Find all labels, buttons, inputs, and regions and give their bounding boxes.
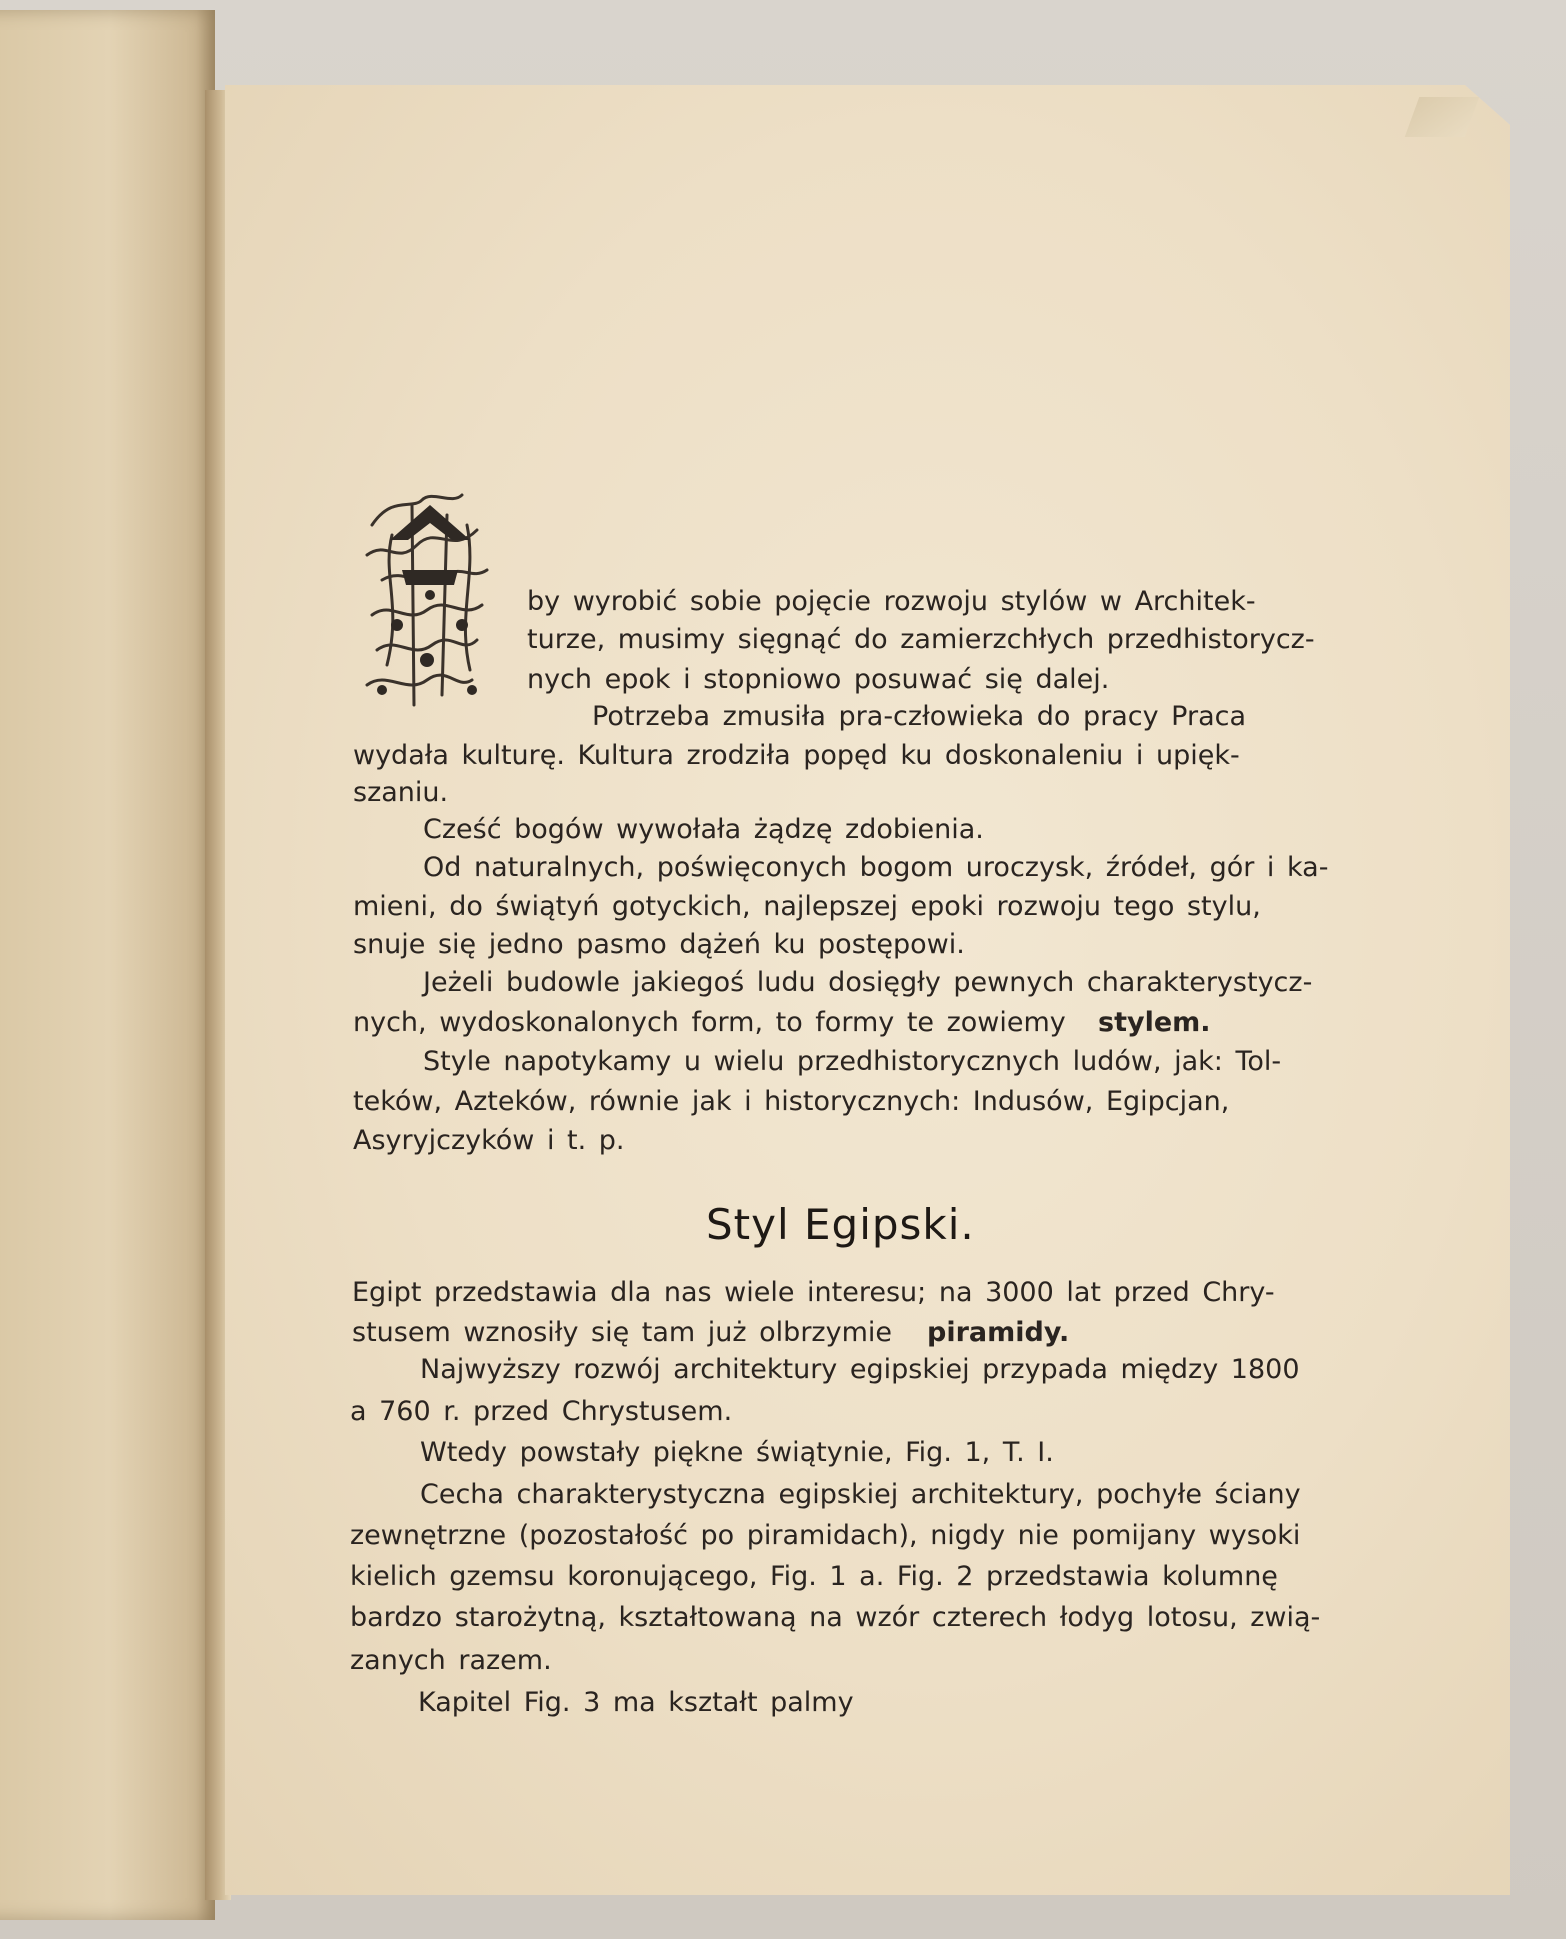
intro-line: nych, wydoskonalonych form, to formy te zowiemy [353, 1007, 1066, 1038]
section-line: Najwyższy rozwój architektury egipskiej przypada między 1800 [420, 1354, 1300, 1385]
section-line: zanych razem. [350, 1645, 552, 1676]
section-line: a 760 r. przed Chrystusem. [350, 1396, 733, 1427]
decorated-initial-icon [352, 485, 502, 715]
section-line: zewnętrzne (pozostałość po piramidach), nigdy nie pomijany wysoki [350, 1520, 1301, 1551]
bold-term-stylem: stylem. [1098, 1007, 1211, 1038]
intro-line: Od naturalnych, poświęconych bogom uroczysk, źródeł, gór i ka- [423, 852, 1329, 883]
section-line: Kapitel Fig. 3 ma kształt palmy [418, 1687, 854, 1718]
intro-line: Potrzeba zmusiła pra-człowieka do pracy Praca [592, 701, 1247, 732]
intro-line: Cześć bogów wywołała żądzę zdobienia. [423, 814, 984, 845]
section-line: bardzo starożytną, kształtowaną na wzór czterech łodyg lotosu, zwią- [350, 1602, 1321, 1633]
section-line: Egipt przedstawia dla nas wiele interesu; na 3000 lat przed Chry- [352, 1277, 1275, 1308]
intro-line: Asyryjczyków i t. p. [353, 1125, 625, 1156]
intro-line: nych epok i stopniowo posuwać się dalej. [527, 664, 1110, 695]
left-page [0, 10, 215, 1920]
section-line: Wtedy powstały piękne świątynie, Fig. 1, T. I. [420, 1437, 1054, 1468]
intro-line: Style napotykamy u wielu przedhistorycznych ludów, jak: Tol- [423, 1046, 1282, 1077]
intro-line: Jeżeli budowle jakiegoś ludu dosięgły pewnych charakterystycz- [423, 967, 1313, 998]
intro-line: turze, musimy sięgnąć do zamierzchłych przedhistorycz- [527, 624, 1315, 655]
intro-line: mieni, do świątyń gotyckich, najlepszej epoki rozwoju tego stylu, [353, 891, 1261, 922]
intro-line: teków, Azteków, równie jak i historycznych: Indusów, Egipcjan, [353, 1086, 1230, 1117]
intro-line: snuje się jedno pasmo dążeń ku postępowi. [353, 929, 965, 960]
intro-line: wydała kulturę. Kultura zrodziła popęd ku doskonaleniu i upięk- [353, 740, 1240, 771]
bold-term-piramidy: piramidy. [927, 1317, 1070, 1348]
section-line: stusem wznosiły się tam już olbrzymie [352, 1317, 892, 1348]
section-line: kielich gzemsu koronującego, Fig. 1 a. Fig. 2 przedstawia kolumnę [350, 1561, 1278, 1592]
section-heading: Styl Egipski. [706, 1200, 975, 1249]
section-line: Cecha charakterystyczna egipskiej architektury, pochyłe ściany [420, 1479, 1301, 1510]
intro-line: szaniu. [353, 777, 449, 808]
intro-line: by wyrobić sobie pojęcie rozwoju stylów w Architek- [527, 586, 1256, 617]
